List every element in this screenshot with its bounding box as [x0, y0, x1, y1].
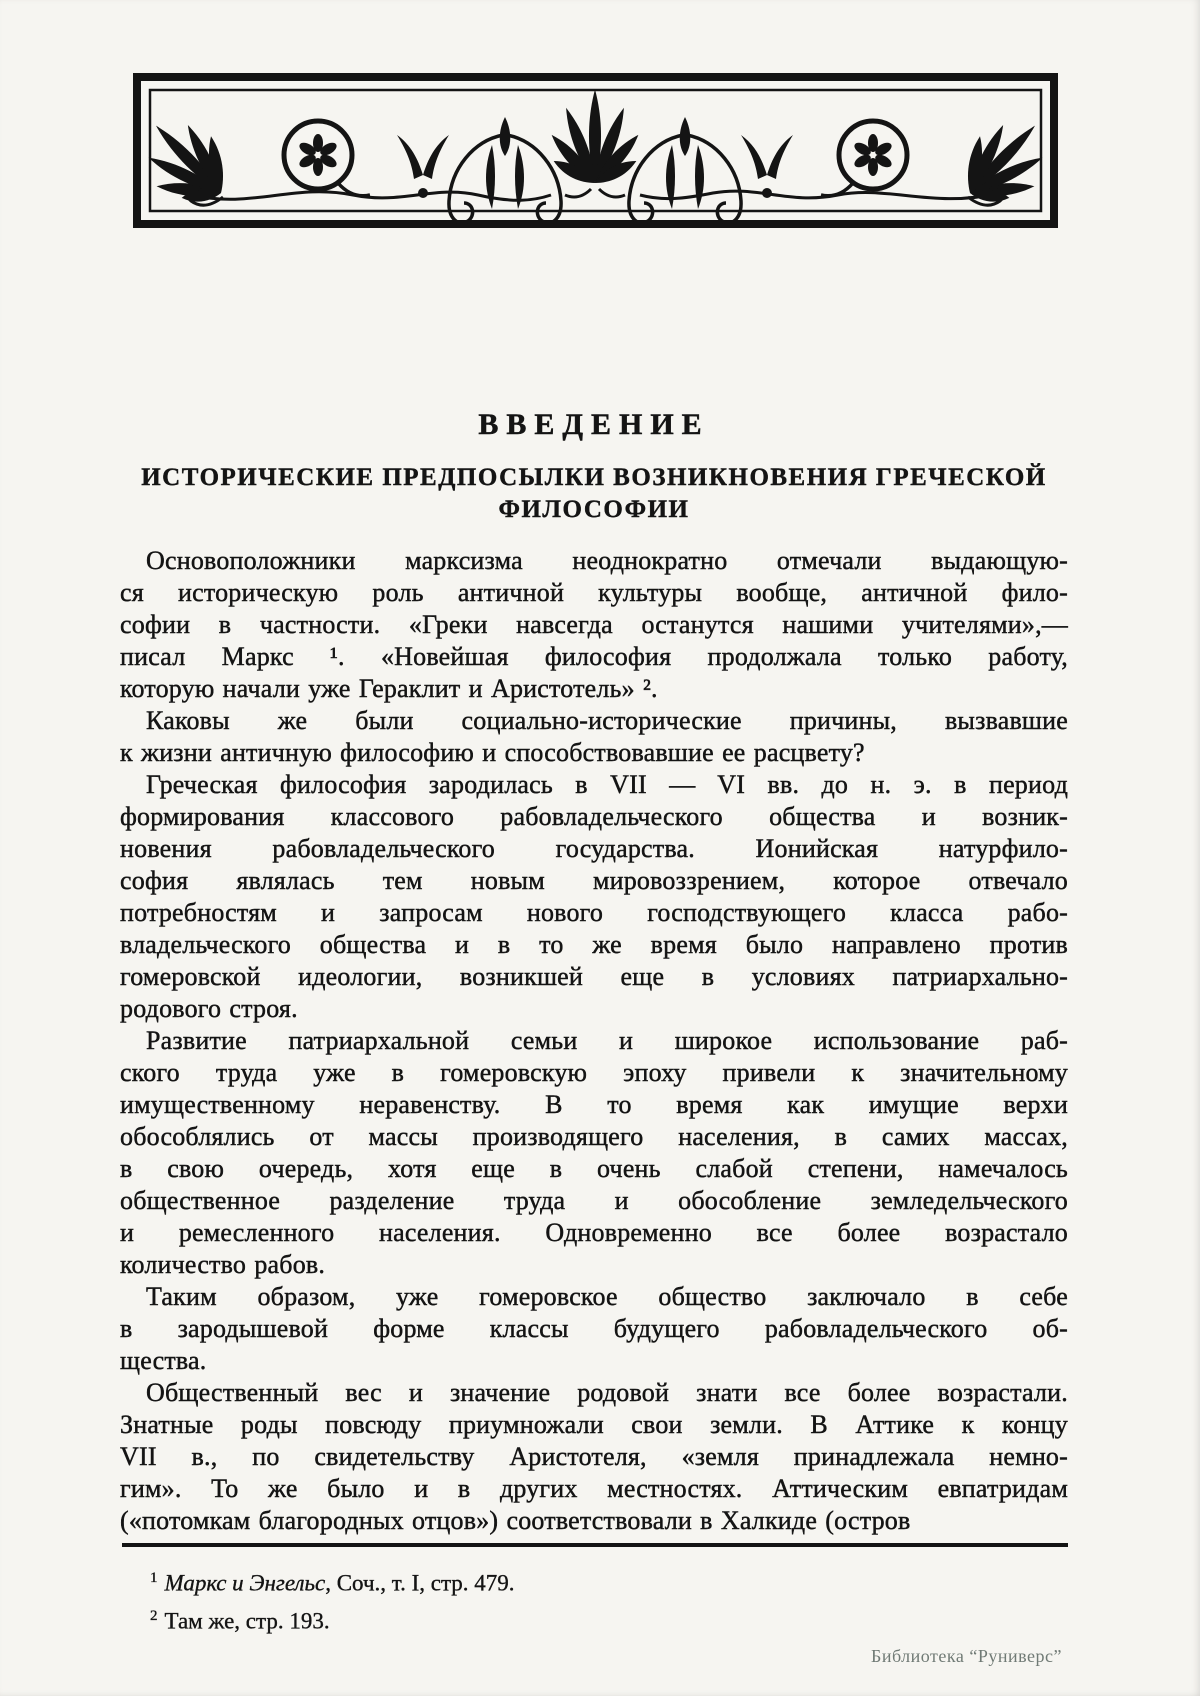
text-line: владельческого общества и в то же время было направлено против — [120, 930, 1068, 959]
text-line: Каковы же были социально-исторические причины, вызвавшие — [146, 706, 1068, 735]
text-line: писал Маркс ¹. «Новейшая философия продолжала только работу, — [120, 642, 1068, 671]
text-line: («потомкам благородных отцов») соответствовали в Халкиде (остров — [120, 1506, 911, 1535]
text-line: к жизни античную философию и способствовавшие ее расцвету? — [120, 738, 865, 767]
text-line: Развитие патриархальной семьи и широкое использование раб- — [146, 1026, 1068, 1055]
text-line: щества. — [120, 1346, 207, 1375]
text-line: софии в частности. «Греки навсегда останутся нашими учителями»,— — [120, 610, 1068, 639]
paragraph — [120, 769, 1068, 1025]
page-title: ВВЕДЕНИЕ — [478, 408, 710, 441]
subtitle-line: ИСТОРИЧЕСКИЕ ПРЕДПОСЫЛКИ ВОЗНИКНОВЕНИЯ ГРЕЧЕСКОЙ — [141, 464, 1047, 491]
text-line: в зародышевой форме классы будущего рабовладельческого об- — [120, 1314, 1068, 1343]
body-text — [120, 545, 1068, 1537]
text-line: Общественный вес и значение родовой знати все более возрастали. — [146, 1378, 1068, 1407]
text-line: гомеровской идеологии, возникшей еще в условиях патриархально- — [120, 962, 1068, 991]
footnote-marker: 1 — [150, 1570, 158, 1586]
paragraph — [120, 545, 1068, 705]
paragraph — [120, 1025, 1068, 1281]
chapter-subtitle — [110, 462, 1078, 526]
text-line: в свою очередь, хотя еще в очень слабой степени, намечалось — [120, 1154, 1068, 1183]
footnote-marker: 2 — [150, 1607, 158, 1624]
footnote-author: Маркс и Энгельс — [164, 1570, 326, 1596]
footnote — [120, 1562, 1068, 1600]
text-line: потребностям и запросам нового господствующего класса рабо- — [120, 898, 1068, 927]
paragraph — [120, 1377, 1068, 1537]
text-line: софия являлась тем новым мировоззрением, которое отвечало — [120, 866, 1068, 895]
text-line: VII в., по свидетельству Аристотеля, «земля принадлежала немно- — [120, 1442, 1068, 1471]
footnote-text: Там же, стр. 193. — [164, 1608, 330, 1634]
floral-ornament-graphic — [133, 73, 1058, 228]
footnote — [120, 1600, 1068, 1638]
text-line: родового строя. — [120, 994, 298, 1023]
text-line: и ремесленного населения. Одновременно все более возрастало — [120, 1218, 1068, 1247]
paragraph — [120, 705, 1068, 769]
text-line: Греческая философия зародилась в VII — VI вв. до н. э. в период — [146, 770, 1068, 799]
text-line: общественное разделение труда и обособление земледельческого — [120, 1186, 1068, 1215]
subtitle-line: ФИЛОСОФИИ — [498, 496, 690, 523]
text-line: гим». То же было и в других местностях. Аттическим евпатридам — [120, 1474, 1068, 1503]
footnote-text: , Соч., т. I, стр. 479. — [325, 1570, 515, 1596]
footnotes — [120, 1562, 1068, 1637]
text-line: Основоположники марксизма неоднократно отмечали выдающую- — [146, 546, 1068, 575]
ornamental-header-band — [133, 73, 1058, 228]
text-line: имущественному неравенству. В то время как имущие верхи — [120, 1090, 1068, 1119]
library-watermark: Библиотека “Руниверс” — [870, 1646, 1062, 1666]
text-line: которую начали уже Гераклит и Аристотель» ². — [120, 674, 658, 703]
paragraph — [120, 1281, 1068, 1377]
text-line: ского труда уже в гомеровскую эпоху привели к значительному — [120, 1058, 1068, 1087]
text-line: количество рабов. — [120, 1250, 326, 1279]
text-line: новения рабовладельческого государства. Ионийская натурфило- — [120, 834, 1068, 863]
text-line: обособлялись от массы производящего населения, в самих массах, — [120, 1122, 1068, 1151]
text-line: ся историческую роль античной культуры вообще, античной фило- — [120, 578, 1068, 607]
text-line: Таким образом, уже гомеровское общество заключало в себе — [146, 1282, 1068, 1311]
footnote-divider — [122, 1543, 1068, 1547]
text-line: Знатные роды повсюду приумножали свои земли. В Аттике к концу — [120, 1410, 1068, 1439]
text-line: формирования классового рабовладельческого общества и возник- — [120, 802, 1068, 831]
